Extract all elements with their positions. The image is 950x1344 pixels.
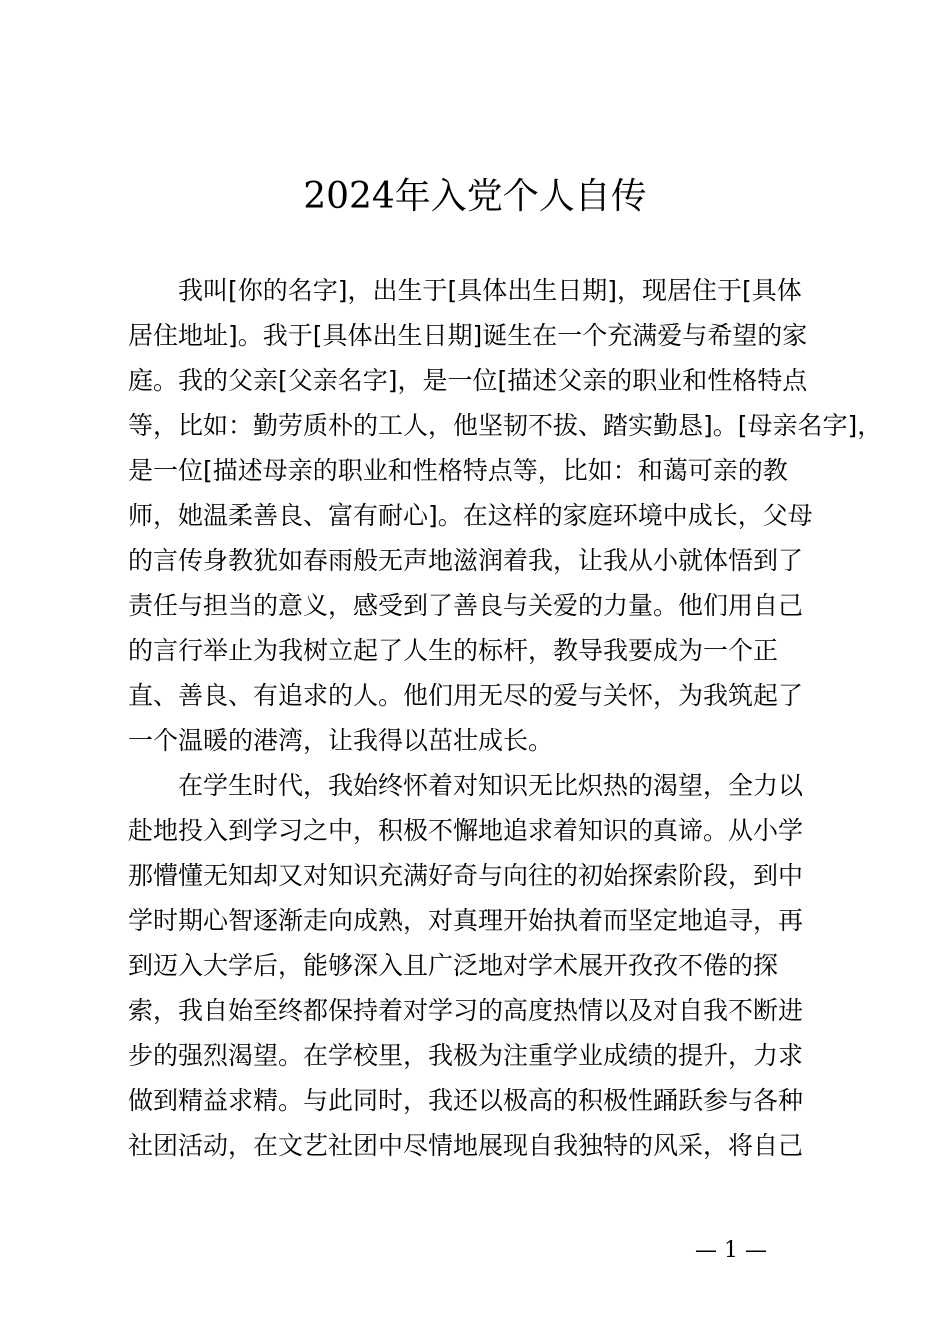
paragraph-2-line-1: 在学生时代，我始终怀着对知识无比炽热的渴望，全力以 (178, 771, 804, 800)
paragraph-1-line-8: 责任与担当的意义，感受到了善良与关爱的力量。他们用自己 (128, 591, 804, 620)
document-title: 2024年入党个人自传 (303, 176, 647, 217)
paragraph-1-line-2: 居住地址]。我于[具体出生日期]诞生在一个充满爱与希望的家 (128, 321, 808, 350)
paragraph-1-line-6: 师，她温柔善良、富有耐心]。在这样的家庭环境中成长，父母 (128, 501, 813, 530)
paragraph-1-line-1: 我叫[你的名字]，出生于[具体出生日期]，现居住于[具体 (178, 276, 802, 305)
paragraph-2-line-8: 做到精益求精。与此同时，我还以极高的积极性踊跃参与各种 (128, 1086, 804, 1115)
page-footer (0, 1236, 950, 1266)
paragraph-2-line-4: 学时期心智逐渐走向成熟，对真理开始执着而坚定地追寻，再 (128, 906, 804, 935)
paragraph-2-line-5: 到迈入大学后，能够深入且广泛地对学术展开孜孜不倦的探 (128, 951, 779, 980)
paragraph-2-line-3: 那懵懂无知却又对知识充满好奇与向往的初始探索阶段，到中 (128, 861, 804, 890)
paragraph-1-line-9: 的言行举止为我树立起了人生的标杆，教导我要成为一个正 (128, 636, 779, 665)
paragraph-2-line-6: 索，我自始至终都保持着对学习的高度热情以及对自我不断进 (128, 996, 804, 1025)
paragraph-1-line-4: 等，比如：勤劳质朴的工人，他坚韧不拔、踏实勤恳]。[母亲名字]， (128, 411, 883, 440)
paragraph-1-line-7: 的言传身教犹如春雨般无声地滋润着我，让我从小就体悟到了 (128, 546, 804, 575)
paragraph-2-line-2: 赴地投入到学习之中，积极不懈地追求着知识的真谛。从小学 (128, 816, 804, 845)
paragraph-2-line-9: 社团活动，在文艺社团中尽情地展现自我独特的风采，将自己 (128, 1131, 804, 1160)
paragraph-1-line-5: 是一位[描述母亲的职业和性格特点等，比如：和蔼可亲的教 (128, 456, 788, 485)
paragraph-1-line-10: 直、善良、有追求的人。他们用无尽的爱与关怀，为我筑起了 (128, 681, 804, 710)
page-number: — 1 — (695, 1238, 767, 1263)
paragraph-1-line-11: 一个温暖的港湾，让我得以茁壮成长。 (128, 726, 554, 755)
paragraph-1-line-3: 庭。我的父亲[父亲名字]，是一位[描述父亲的职业和性格特点 (128, 366, 808, 395)
paragraph-2-line-7: 步的强烈渴望。在学校里，我极为注重学业成绩的提升，力求 (128, 1041, 804, 1070)
